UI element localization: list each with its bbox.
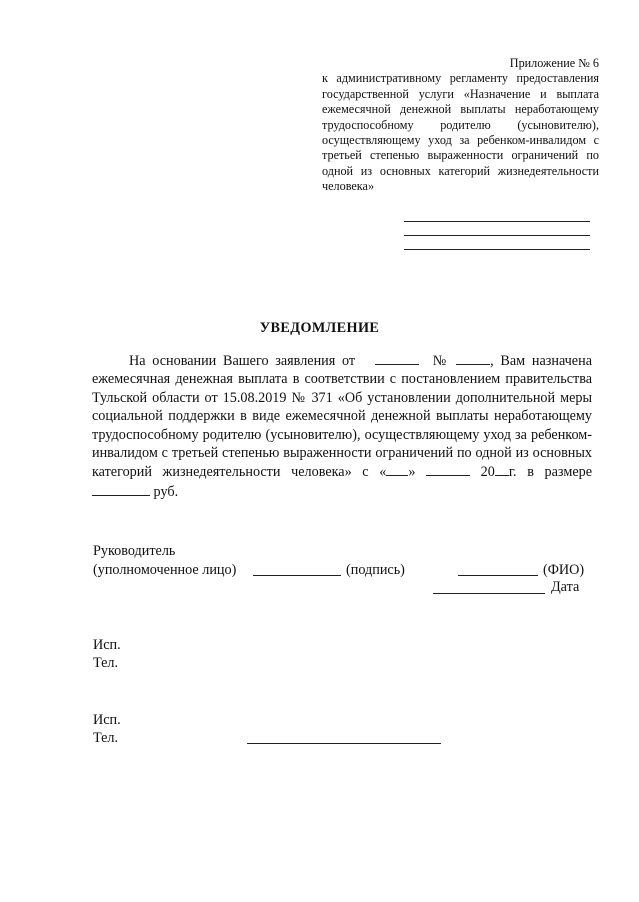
- start-year-blank: [495, 462, 509, 476]
- fio-line: [458, 575, 538, 576]
- signature-fio-label: (ФИО): [543, 562, 585, 578]
- address-line-1: [404, 221, 590, 222]
- notice-text-3: , Вам назначена ежемесячная денежная выплата в соответствии с постановлением правительства Тульской области от 15.08.2019 № 371 «Об установлении дополнительной меры социальной поддержки в виде ежемесячной денежной выплаты неработающему трудоспособному родителю (усыновителю), осуществляющему уход за ребенком-инвалидом с третьей степенью выраженности ограничений по одной из основных категорий жизнедеятельности человека» с «: [92, 353, 592, 481]
- date-line: [433, 593, 545, 594]
- start-day-blank: [386, 462, 408, 476]
- address-line-3: [404, 249, 590, 250]
- notice-text-7: руб.: [153, 483, 179, 500]
- signature-date-label: Дата: [551, 579, 580, 595]
- contact-tel-1: Тел.: [93, 655, 119, 671]
- application-date-blank: [375, 351, 419, 365]
- signature-sign-label: (подпись): [346, 562, 405, 578]
- notice-text-5: 20: [480, 464, 495, 481]
- notice-text-6: г. в размере: [508, 464, 593, 481]
- bottom-line: [247, 743, 441, 744]
- application-number-blank: [456, 351, 490, 365]
- contact-isp-2: Исп.: [93, 712, 121, 728]
- notice-paragraph: [92, 351, 592, 501]
- signature-line: [253, 575, 341, 576]
- appendix-number: Приложение № 6: [509, 56, 599, 70]
- start-month-blank: [426, 462, 470, 476]
- address-line-2: [404, 235, 590, 236]
- contact-tel-2: Тел.: [93, 730, 119, 746]
- notice-text-4: »: [408, 464, 416, 481]
- amount-blank: [92, 482, 150, 496]
- appendix-text: к административному регламенту предоставления государственной услуги «Назначение и выплата ежемесячной денежной выплаты неработающему трудоспособному родителю (усыновителю), осуществляющему уход за ребенком-инвалидом с третьей степенью выраженности ограничений по одной из основных категорий жизнедеятельности человека»: [322, 71, 599, 194]
- signature-authorized-label: (уполномоченное лицо): [93, 562, 237, 578]
- signature-head-label: Руководитель: [93, 543, 176, 559]
- notice-text-1: На основании Вашего заявления от: [129, 353, 356, 369]
- contact-isp-1: Исп.: [93, 637, 121, 653]
- notice-text-2: №: [432, 353, 450, 369]
- document-title: УВЕДОМЛЕНИЕ: [259, 320, 380, 336]
